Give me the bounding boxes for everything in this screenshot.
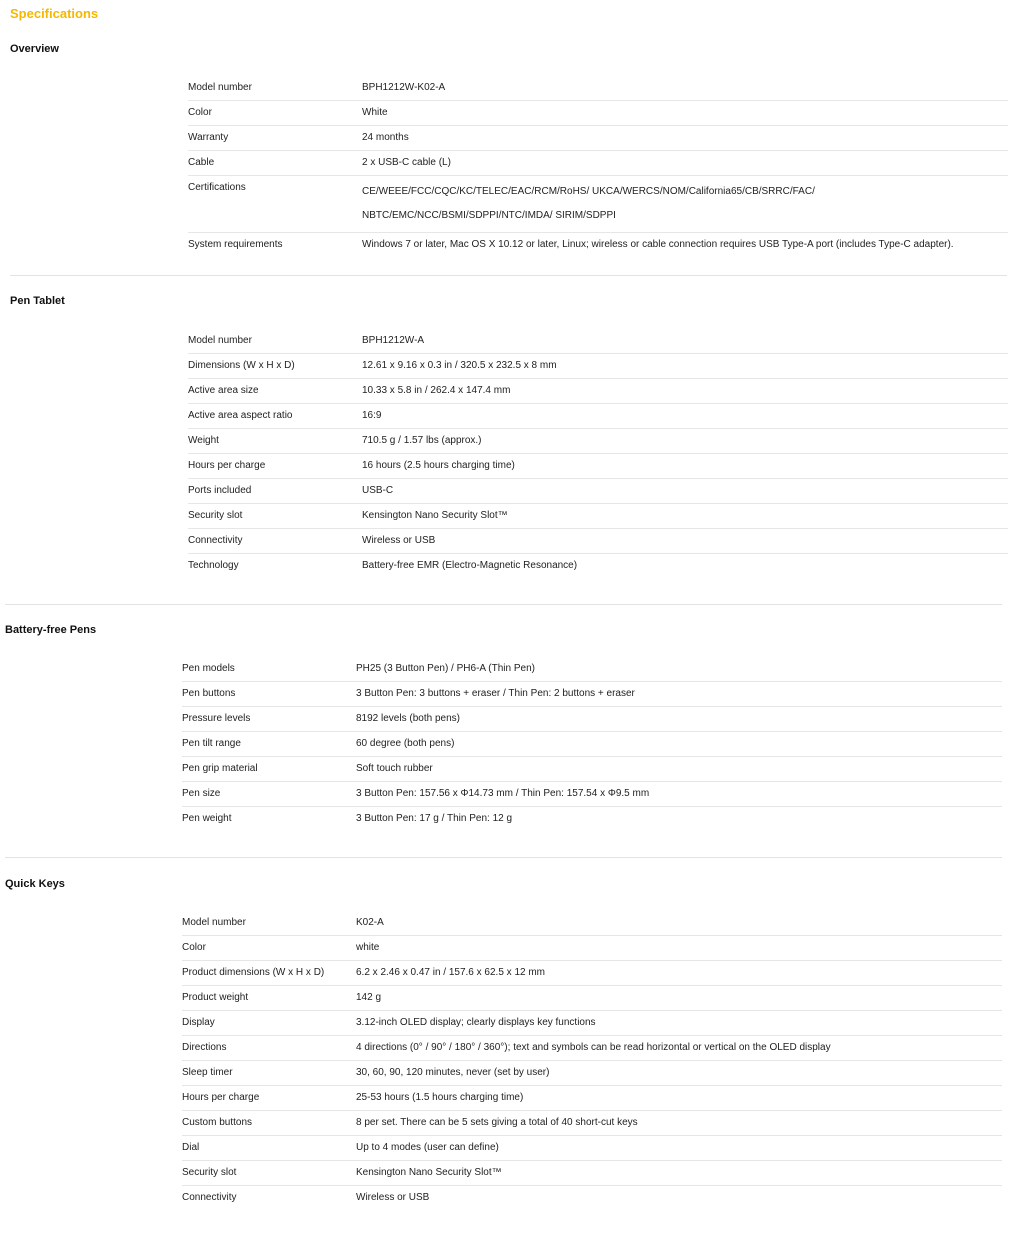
table-row [188,353,1008,378]
spec-value: 16 hours (2.5 hours charging time) [362,453,1008,478]
spec-value: 30, 60, 90, 120 minutes, never (set by user) [356,1060,1002,1085]
section-overview [10,43,1010,283]
spec-label: Security slot [182,1160,356,1185]
spec-label: Dimensions (W x H x D) [188,353,362,378]
spec-value: Wireless or USB [356,1192,430,1204]
table-row [182,806,1002,831]
table-row [188,175,1008,232]
spec-label: Model number [188,328,362,353]
spec-value: Windows 7 or later, Mac OS X 10.12 or later, Linux; wireless or cable connection requires USB Type-A port (includes Type-C adapter). [362,239,954,251]
spec-label: Pen tilt range [182,731,356,756]
spec-label: Dial [182,1135,356,1160]
spec-label: Active area aspect ratio [188,403,362,428]
spec-value: USB-C [362,478,1008,503]
table-row [188,553,1008,578]
spec-value: Battery-free EMR (Electro-Magnetic Resonance) [362,560,578,572]
table-row [182,1185,1002,1210]
table-row [182,960,1002,985]
table-row [182,985,1002,1010]
table-row [182,681,1002,706]
table-row [182,1060,1002,1085]
table-row [182,1085,1002,1110]
spec-label: Active area size [188,378,362,403]
spec-value: 4 directions (0° / 90° / 180° / 360°); text and symbols can be read horizontal or vertical on the OLED display [356,1035,1002,1060]
table-row [182,1010,1002,1035]
spec-label: Product weight [182,985,356,1010]
table-row [182,1035,1002,1060]
table-row [188,75,1008,100]
spec-label: Hours per charge [188,453,362,478]
section-divider [5,604,1002,605]
spec-value: 3 Button Pen: 17 g / Thin Pen: 12 g [356,813,513,825]
table-row [188,232,1008,257]
spec-label: Cable [188,150,362,175]
spec-label: Warranty [188,125,362,150]
spec-value: Wireless or USB [362,528,1008,553]
spec-label: Pressure levels [182,706,356,731]
spec-value: 60 degree (both pens) [356,731,1002,756]
section-divider [5,857,1002,858]
spec-value: 8192 levels (both pens) [356,706,1002,731]
table-row [188,528,1008,553]
spec-value: 25-53 hours (1.5 hours charging time) [356,1085,1002,1110]
spec-table-pens [182,656,1002,831]
spec-value: White [362,100,1008,125]
spec-value: 10.33 x 5.8 in / 262.4 x 147.4 mm [362,378,1008,403]
spec-label: Technology [188,560,239,572]
table-row [182,781,1002,806]
spec-label: Directions [182,1035,356,1060]
spec-value: 16:9 [362,403,1008,428]
spec-value: white [356,935,1002,960]
spec-label: Pen grip material [182,756,356,781]
section-divider [10,275,1007,276]
spec-value: 24 months [362,125,1008,150]
section-battery-free-pens [5,624,1005,844]
table-row [182,935,1002,960]
spec-value: Kensington Nano Security Slot™ [356,1160,1002,1185]
spec-value: BPH1212W-A [362,328,1008,353]
table-row [188,125,1008,150]
table-row [188,503,1008,528]
page-title: Specifications [10,6,99,21]
spec-value: 6.2 x 2.46 x 0.47 in / 157.6 x 62.5 x 12 mm [356,960,1002,985]
table-row [188,328,1008,353]
spec-value: 12.61 x 9.16 x 0.3 in / 320.5 x 232.5 x 8 mm [362,353,1008,378]
section-pen-tablet [10,295,1010,585]
spec-label: Color [182,935,356,960]
table-row [182,756,1002,781]
section-quick-keys [5,878,1005,1218]
spec-table-quick-keys [182,910,1002,1210]
table-row [188,100,1008,125]
spec-value: PH25 (3 Button Pen) / PH6-A (Thin Pen) [356,656,1002,681]
spec-value: 142 g [356,985,1002,1010]
spec-label: Model number [188,75,362,100]
table-row [188,478,1008,503]
spec-value: 3.12-inch OLED display; clearly displays key functions [356,1010,1002,1035]
spec-value: Up to 4 modes (user can define) [356,1135,1002,1160]
section-title: Battery-free Pens [5,624,97,636]
section-title: Quick Keys [5,878,65,890]
spec-label: Weight [188,428,362,453]
spec-label: Color [188,100,362,125]
spec-label: Sleep timer [182,1060,356,1085]
spec-value: Kensington Nano Security Slot™ [362,503,1008,528]
section-title: Overview [10,43,59,55]
table-row [182,1135,1002,1160]
spec-value: 3 Button Pen: 3 buttons + eraser / Thin Pen: 2 buttons + eraser [356,681,1002,706]
table-row [182,910,1002,935]
spec-table-pen-tablet [188,328,1008,578]
spec-label: Ports included [188,478,362,503]
section-title: Pen Tablet [10,295,65,307]
spec-value: 710.5 g / 1.57 lbs (approx.) [362,428,1008,453]
table-row [182,706,1002,731]
spec-label: Certifications [188,175,362,232]
spec-value: 3 Button Pen: 157.56 x Φ14.73 mm / Thin Pen: 157.54 x Φ9.5 mm [356,781,1002,806]
table-row [182,1110,1002,1135]
spec-label: Display [182,1010,356,1035]
spec-value: CE/WEEE/FCC/CQC/KC/TELEC/EAC/RCM/RoHS/ UKCA/WERCS/NOM/California65/CB/SRRC/FAC/ NBTC/EMC/NCC/BSMI/SDPPI/NTC/IMDA/ SIRIM/SDPPI [362,175,1008,232]
spec-label: Pen models [182,656,356,681]
table-row [188,150,1008,175]
spec-label: Pen size [182,781,356,806]
spec-table-overview [188,75,1008,257]
table-row [188,453,1008,478]
spec-value: 8 per set. There can be 5 sets giving a total of 40 short-cut keys [356,1110,1002,1135]
spec-label: Hours per charge [182,1085,356,1110]
spec-value: BPH1212W-K02-A [362,75,1008,100]
table-row [188,428,1008,453]
table-row [188,378,1008,403]
spec-label: Security slot [188,503,362,528]
spec-value: Soft touch rubber [356,756,1002,781]
table-row [182,656,1002,681]
table-row [188,403,1008,428]
spec-label: System requirements [188,239,283,251]
spec-value: K02-A [356,910,1002,935]
spec-label: Connectivity [188,528,362,553]
table-row [182,731,1002,756]
spec-label: Pen buttons [182,681,356,706]
spec-value: 2 x USB-C cable (L) [362,150,1008,175]
spec-label: Custom buttons [182,1110,356,1135]
spec-label: Product dimensions (W x H x D) [182,960,356,985]
spec-label: Model number [182,910,356,935]
spec-label: Pen weight [182,813,232,825]
spec-label: Connectivity [182,1192,237,1204]
table-row [182,1160,1002,1185]
